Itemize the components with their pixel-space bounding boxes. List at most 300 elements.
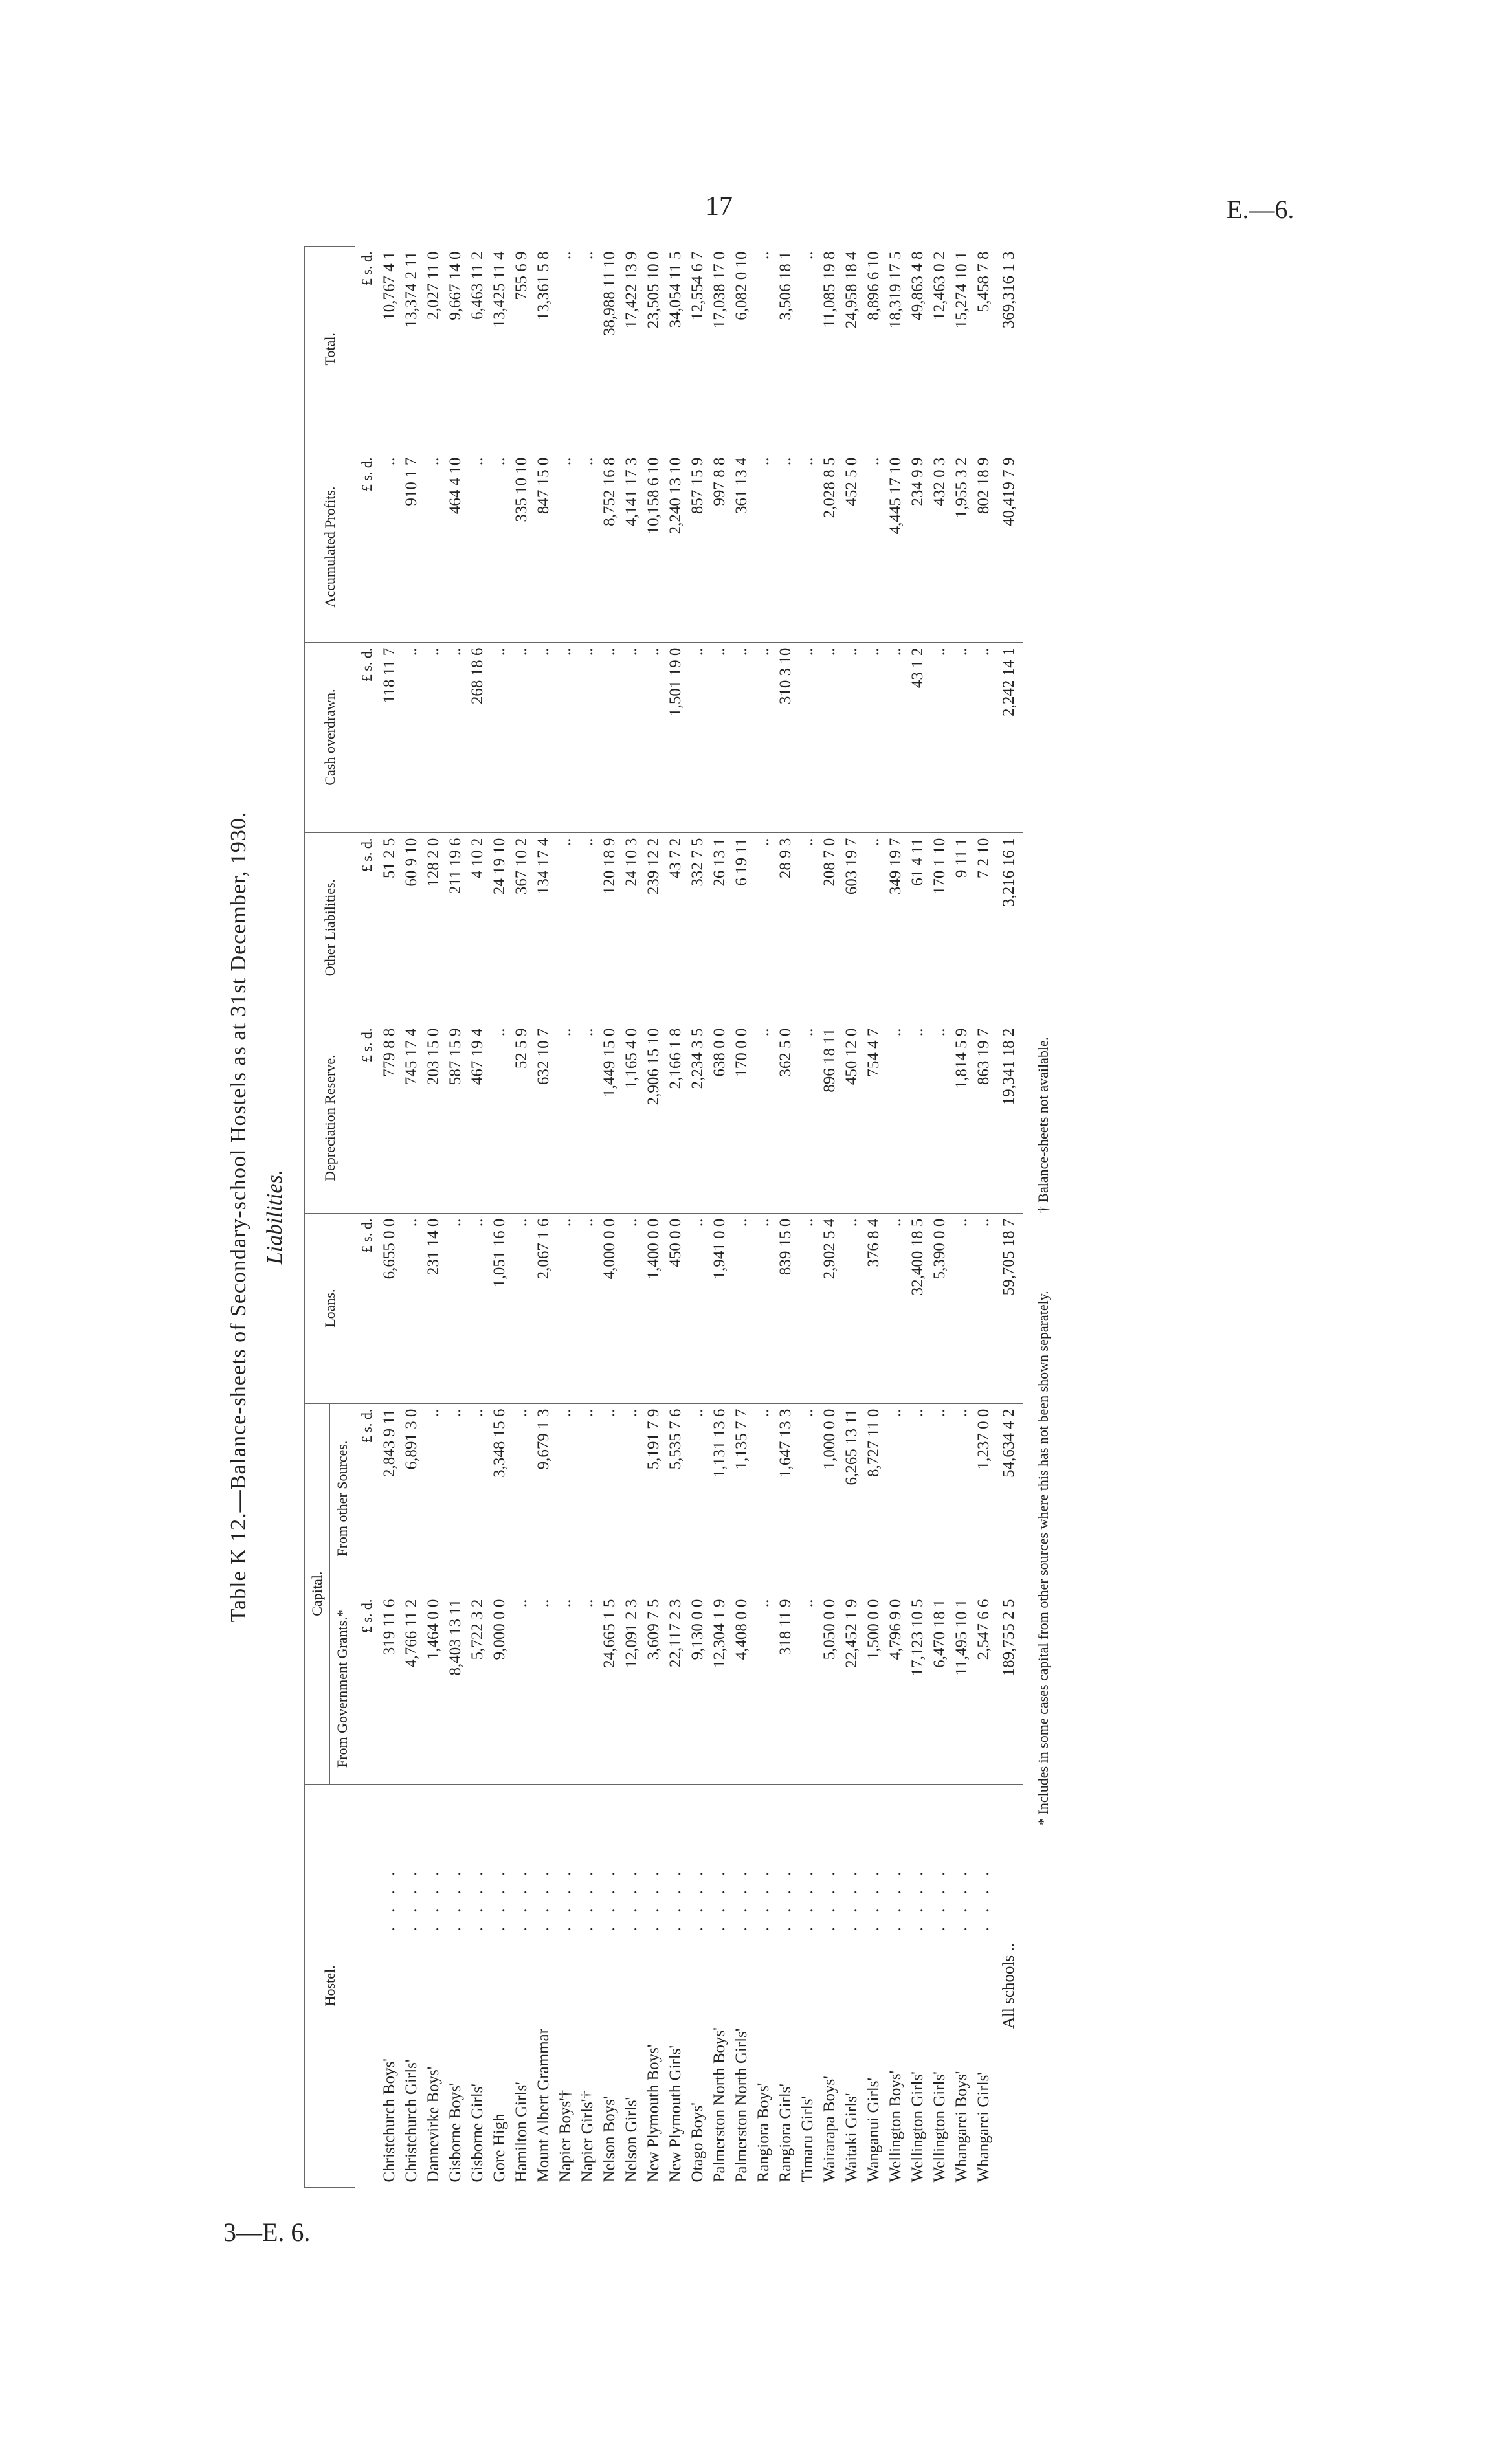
- cell-gov: 4,408 0 0: [731, 1594, 753, 1784]
- table-row: [533, 247, 555, 2188]
- cell-olia: 26 13 1: [709, 832, 731, 1023]
- cell-olia: 28 9 3: [775, 832, 797, 1023]
- table-row: [687, 247, 709, 2188]
- cell-dep: 754 4 7: [863, 1023, 885, 1213]
- cell-cash: ..: [511, 642, 533, 832]
- cell-other: ..: [577, 1403, 599, 1594]
- cell-dep: ..: [885, 1023, 907, 1213]
- table-row: [907, 247, 929, 2188]
- hostel-name: Mount Albert Grammar: [535, 2029, 552, 2183]
- leader-dots: . . . .: [931, 1866, 948, 1931]
- cell-total: 13,374 2 11: [401, 247, 423, 452]
- cell-cash: ..: [643, 642, 665, 832]
- cell-other: 1,237 0 0: [973, 1403, 995, 1594]
- hostel-name: Wairarapa Boys': [821, 2076, 838, 2183]
- cell-gov: 4,766 11 2: [401, 1594, 423, 1784]
- table-row: [423, 247, 445, 2188]
- leader-dots: . . . .: [645, 1866, 662, 1931]
- cell-acc: ..: [555, 452, 577, 642]
- hostel-name: Wellington Girls': [931, 2071, 948, 2183]
- hostel-name: New Plymouth Boys': [645, 2044, 662, 2183]
- cell-loans: ..: [555, 1213, 577, 1403]
- cell-total: ..: [577, 247, 599, 452]
- cell-dep: ..: [577, 1023, 599, 1213]
- leader-dots: . . . .: [579, 1866, 596, 1931]
- unit-label: £ s. d.: [355, 247, 379, 452]
- cell-olia: 134 17 4: [533, 832, 555, 1023]
- cell-dep: 638 0 0: [709, 1023, 731, 1213]
- cell-olia: 603 19 7: [841, 832, 863, 1023]
- header-loans: Loans.: [305, 1213, 355, 1403]
- cell-olia: 61 4 11: [907, 832, 929, 1023]
- table-row: [753, 247, 775, 2188]
- header-gov-grants: From Government Grants.*: [330, 1594, 355, 1784]
- total-gov: 189,755 2 5: [995, 1594, 1023, 1784]
- cell-gov: 24,665 1 5: [599, 1594, 621, 1784]
- cell-total: 6,463 11 2: [467, 247, 489, 452]
- cell-other: ..: [753, 1403, 775, 1594]
- cell-dep: 467 19 4: [467, 1023, 489, 1213]
- cell-dep: 779 8 8: [379, 1023, 401, 1213]
- hostel-name: Whangarei Girls': [975, 2072, 992, 2183]
- leader-dots: . . . .: [623, 1866, 640, 1931]
- table-row: [951, 247, 973, 2188]
- hostel-name: Nelson Boys': [601, 2096, 618, 2183]
- cell-olia: ..: [797, 832, 819, 1023]
- cell-dep: ..: [929, 1023, 951, 1213]
- footnote-capital: * Includes in some cases capital from other sources where this has not been shown separately.: [1035, 1291, 1051, 1825]
- header-depreciation: Depreciation Reserve.: [305, 1023, 355, 1213]
- cell-cash: ..: [687, 642, 709, 832]
- cell-olia: ..: [753, 832, 775, 1023]
- cell-other: 8,727 11 0: [863, 1403, 885, 1594]
- cell-loans: ..: [753, 1213, 775, 1403]
- cell-gov: 9,130 0 0: [687, 1594, 709, 1784]
- table-row: [885, 247, 907, 2188]
- cell-cash: ..: [533, 642, 555, 832]
- cell-gov: 5,050 0 0: [819, 1594, 841, 1784]
- leader-dots: . . . .: [865, 1866, 882, 1931]
- unit-label: £ s. d.: [355, 642, 379, 832]
- hostel-name: Timaru Girls': [799, 2096, 816, 2183]
- cell-loans: 32,400 18 5: [907, 1213, 929, 1403]
- cell-dep: ..: [797, 1023, 819, 1213]
- cell-other: ..: [511, 1403, 533, 1594]
- hostel-name: Gisborne Girls': [469, 2084, 486, 2183]
- cell-total: 24,958 18 4: [841, 247, 863, 452]
- cell-other: 1,135 7 7: [731, 1403, 753, 1594]
- leader-dots: . . . .: [425, 1866, 442, 1931]
- leader-dots: . . . .: [447, 1866, 464, 1931]
- leader-dots: . . . .: [381, 1866, 398, 1931]
- footnote-not-available: † Balance-sheets not available.: [1035, 1036, 1051, 1214]
- cell-acc: 361 13 4: [731, 452, 753, 642]
- table-row: [863, 247, 885, 2188]
- cell-other: 6,891 3 0: [401, 1403, 423, 1594]
- cell-acc: 4,141 17 3: [621, 452, 643, 642]
- cell-gov: 22,117 2 3: [665, 1594, 687, 1784]
- cell-gov: ..: [555, 1594, 577, 1784]
- cell-cash: ..: [577, 642, 599, 832]
- cell-olia: ..: [863, 832, 885, 1023]
- leader-dots: . . . .: [821, 1866, 838, 1931]
- cell-gov: 12,091 2 3: [621, 1594, 643, 1784]
- table-row: [621, 247, 643, 2188]
- cell-dep: 632 10 7: [533, 1023, 555, 1213]
- table-row: [401, 247, 423, 2188]
- cell-loans: ..: [621, 1213, 643, 1403]
- cell-acc: 802 18 9: [973, 452, 995, 642]
- cell-dep: 2,234 3 5: [687, 1023, 709, 1213]
- cell-other: 1,000 0 0: [819, 1403, 841, 1594]
- hostel-name: Gisborne Boys': [447, 2082, 464, 2183]
- leader-dots: . . . .: [777, 1866, 794, 1931]
- cell-gov: 319 11 6: [379, 1594, 401, 1784]
- hostel-name: Wellington Girls': [909, 2071, 926, 2183]
- cell-gov: 2,547 6 6: [973, 1594, 995, 1784]
- hostel-name: Napier Boys'†: [557, 2089, 574, 2183]
- hostel-name: Gore High: [491, 2113, 508, 2183]
- cell-dep: ..: [489, 1023, 511, 1213]
- unit-label: £ s. d.: [355, 1023, 379, 1213]
- cell-total: 49,863 4 8: [907, 247, 929, 452]
- cell-total: 2,027 11 0: [423, 247, 445, 452]
- cell-loans: ..: [885, 1213, 907, 1403]
- cell-acc: ..: [797, 452, 819, 642]
- cell-dep: 745 17 4: [401, 1023, 423, 1213]
- cell-olia: 367 10 2: [511, 832, 533, 1023]
- cell-dep: 587 15 9: [445, 1023, 467, 1213]
- cell-other: ..: [797, 1403, 819, 1594]
- units-row: [355, 247, 379, 2188]
- cell-other: ..: [885, 1403, 907, 1594]
- cell-acc: 1,955 3 2: [951, 452, 973, 642]
- cell-gov: 318 11 9: [775, 1594, 797, 1784]
- cell-loans: 839 15 0: [775, 1213, 797, 1403]
- table-row: [599, 247, 621, 2188]
- page-ref-right: E.—6.: [1227, 195, 1295, 224]
- cell-dep: ..: [753, 1023, 775, 1213]
- cell-acc: ..: [863, 452, 885, 642]
- cell-olia: 7 2 10: [973, 832, 995, 1023]
- rotated-table-page: [220, 246, 1191, 2188]
- unit-label: £ s. d.: [355, 452, 379, 642]
- cell-cash: 118 11 7: [379, 642, 401, 832]
- leader-dots: . . . .: [469, 1866, 486, 1931]
- leader-dots: . . . .: [843, 1866, 860, 1931]
- cell-dep: 170 0 0: [731, 1023, 753, 1213]
- cell-cash: ..: [401, 642, 423, 832]
- cell-total: 5,458 7 8: [973, 247, 995, 452]
- cell-acc: 234 9 9: [907, 452, 929, 642]
- hostel-name: Christchurch Girls': [403, 2059, 420, 2183]
- page-ref-left: 3—E. 6.: [223, 2218, 311, 2247]
- cell-loans: ..: [797, 1213, 819, 1403]
- cell-other: ..: [445, 1403, 467, 1594]
- leader-dots: . . . .: [601, 1866, 618, 1931]
- table-row: [819, 247, 841, 2188]
- cell-acc: ..: [577, 452, 599, 642]
- cell-olia: 349 19 7: [885, 832, 907, 1023]
- cell-gov: ..: [511, 1594, 533, 1784]
- header-cash-overdrawn: Cash overdrawn.: [305, 642, 355, 832]
- cell-cash: ..: [819, 642, 841, 832]
- cell-other: 6,265 13 11: [841, 1403, 863, 1594]
- total-acc: 40,419 7 9: [995, 452, 1023, 642]
- cell-olia: 170 1 10: [929, 832, 951, 1023]
- cell-other: ..: [687, 1403, 709, 1594]
- leader-dots: . . . .: [535, 1866, 552, 1931]
- hostel-name: Hamilton Girls': [513, 2082, 530, 2183]
- cell-loans: 2,902 5 4: [819, 1213, 841, 1403]
- table-subtitle: Liabilities.: [263, 1169, 287, 1265]
- cell-loans: ..: [577, 1213, 599, 1403]
- cell-cash: ..: [885, 642, 907, 832]
- leader-dots: . . . .: [909, 1866, 926, 1931]
- leader-dots: . . . .: [513, 1866, 530, 1931]
- table-row: [665, 247, 687, 2188]
- cell-olia: ..: [555, 832, 577, 1023]
- cell-gov: 12,304 1 9: [709, 1594, 731, 1784]
- hostel-name: Rangiora Girls': [777, 2084, 794, 2183]
- leader-dots: . . . .: [711, 1866, 728, 1931]
- total-dep: 19,341 18 2: [995, 1023, 1023, 1213]
- cell-loans: ..: [687, 1213, 709, 1403]
- cell-total: 17,038 17 0: [709, 247, 731, 452]
- cell-dep: 1,814 5 9: [951, 1023, 973, 1213]
- leader-dots: . . . .: [491, 1866, 508, 1931]
- cell-total: 13,425 11 4: [489, 247, 511, 452]
- cell-acc: 997 8 8: [709, 452, 731, 642]
- leader-dots: . . . .: [755, 1866, 772, 1931]
- cell-dep: 863 19 7: [973, 1023, 995, 1213]
- cell-gov: 6,470 18 1: [929, 1594, 951, 1784]
- cell-other: ..: [929, 1403, 951, 1594]
- total-cash: 2,242 14 1: [995, 642, 1023, 832]
- total-loans: 59,705 18 7: [995, 1213, 1023, 1403]
- cell-acc: ..: [423, 452, 445, 642]
- cell-cash: ..: [929, 642, 951, 832]
- cell-total: ..: [555, 247, 577, 452]
- cell-cash: ..: [555, 642, 577, 832]
- cell-olia: 211 19 6: [445, 832, 467, 1023]
- cell-other: 5,191 7 9: [643, 1403, 665, 1594]
- cell-cash: ..: [753, 642, 775, 832]
- cell-cash: ..: [621, 642, 643, 832]
- cell-acc: 10,158 6 10: [643, 452, 665, 642]
- cell-acc: 4,445 17 10: [885, 452, 907, 642]
- total-total: 369,316 1 3: [995, 247, 1023, 452]
- header-capital: Capital.: [305, 1403, 330, 1784]
- header-other-sources: From other Sources.: [330, 1403, 355, 1594]
- cell-acc: 2,240 13 10: [665, 452, 687, 642]
- leader-dots: . . . .: [667, 1866, 684, 1931]
- cell-cash: ..: [445, 642, 467, 832]
- cell-acc: 452 5 0: [841, 452, 863, 642]
- cell-cash: ..: [951, 642, 973, 832]
- hostel-name: Palmerston North Girls': [733, 2028, 750, 2183]
- hostel-name: New Plymouth Girls': [667, 2045, 684, 2183]
- cell-total: 12,554 6 7: [687, 247, 709, 452]
- cell-total: 13,361 5 8: [533, 247, 555, 452]
- cell-loans: ..: [951, 1213, 973, 1403]
- cell-acc: 8,752 16 8: [599, 452, 621, 642]
- cell-other: ..: [907, 1403, 929, 1594]
- cell-olia: 60 9 10: [401, 832, 423, 1023]
- cell-cash: ..: [841, 642, 863, 832]
- cell-loans: 376 8 4: [863, 1213, 885, 1403]
- cell-other: 1,131 13 6: [709, 1403, 731, 1594]
- hostel-name: Whangarei Boys': [953, 2071, 970, 2183]
- cell-cash: 310 3 10: [775, 642, 797, 832]
- cell-olia: 51 2 5: [379, 832, 401, 1023]
- leader-dots: . . . .: [403, 1866, 420, 1931]
- cell-gov: ..: [797, 1594, 819, 1784]
- cell-loans: ..: [445, 1213, 467, 1403]
- cell-gov: 8,403 13 11: [445, 1594, 467, 1784]
- cell-loans: 1,400 0 0: [643, 1213, 665, 1403]
- cell-gov: 17,123 10 5: [907, 1594, 929, 1784]
- unit-label: £ s. d.: [355, 1213, 379, 1403]
- cell-loans: ..: [467, 1213, 489, 1403]
- cell-total: 6,082 0 10: [731, 247, 753, 452]
- cell-olia: 4 10 2: [467, 832, 489, 1023]
- cell-loans: 450 0 0: [665, 1213, 687, 1403]
- hostel-name: Wellington Boys': [887, 2070, 904, 2183]
- cell-loans: ..: [841, 1213, 863, 1403]
- leader-dots: . . . .: [887, 1866, 904, 1931]
- cell-cash: ..: [863, 642, 885, 832]
- cell-other: ..: [951, 1403, 973, 1594]
- cell-cash: ..: [731, 642, 753, 832]
- cell-olia: 6 19 11: [731, 832, 753, 1023]
- cell-dep: 2,166 1 8: [665, 1023, 687, 1213]
- cell-total: 12,463 0 2: [929, 247, 951, 452]
- cell-gov: 9,000 0 0: [489, 1594, 511, 1784]
- cell-cash: ..: [973, 642, 995, 832]
- hostel-name: Nelson Girls': [623, 2097, 640, 2183]
- table-row: [841, 247, 863, 2188]
- cell-other: ..: [467, 1403, 489, 1594]
- cell-other: 9,679 1 3: [533, 1403, 555, 1594]
- cell-loans: ..: [511, 1213, 533, 1403]
- table-row: [577, 247, 599, 2188]
- cell-gov: ..: [753, 1594, 775, 1784]
- unit-label: £ s. d.: [355, 1594, 379, 1784]
- hostel-name: Palmerston North Boys': [711, 2027, 728, 2183]
- leader-dots: . . . .: [799, 1866, 816, 1931]
- cell-olia: 24 19 10: [489, 832, 511, 1023]
- cell-acc: 432 0 3: [929, 452, 951, 642]
- total-other: 54,634 4 2: [995, 1403, 1023, 1594]
- cell-acc: 335 10 10: [511, 452, 533, 642]
- cell-loans: 1,941 0 0: [709, 1213, 731, 1403]
- cell-other: 5,535 7 6: [665, 1403, 687, 1594]
- table-row: [973, 247, 995, 2188]
- cell-cash: ..: [423, 642, 445, 832]
- cell-acc: ..: [753, 452, 775, 642]
- cell-total: 23,505 10 0: [643, 247, 665, 452]
- table-row: [445, 247, 467, 2188]
- cell-total: 10,767 4 1: [379, 247, 401, 452]
- table-row: [709, 247, 731, 2188]
- cell-dep: ..: [907, 1023, 929, 1213]
- cell-cash: ..: [709, 642, 731, 832]
- unit-label: £ s. d.: [355, 1403, 379, 1594]
- cell-olia: 239 12 2: [643, 832, 665, 1023]
- table-row: [511, 247, 533, 2188]
- cell-loans: 1,051 16 0: [489, 1213, 511, 1403]
- cell-loans: 231 14 0: [423, 1213, 445, 1403]
- cell-total: 11,085 19 8: [819, 247, 841, 452]
- balance-sheet-table: [304, 246, 1023, 2188]
- totals-row: [995, 247, 1023, 2188]
- cell-olia: 120 18 9: [599, 832, 621, 1023]
- cell-gov: ..: [577, 1594, 599, 1784]
- header-accumulated-profits: Accumulated Profits.: [305, 452, 355, 642]
- cell-cash: 268 18 6: [467, 642, 489, 832]
- cell-other: 2,843 9 11: [379, 1403, 401, 1594]
- cell-dep: 896 18 11: [819, 1023, 841, 1213]
- cell-acc: 464 4 10: [445, 452, 467, 642]
- cell-acc: ..: [467, 452, 489, 642]
- cell-olia: 332 7 5: [687, 832, 709, 1023]
- cell-cash: ..: [797, 642, 819, 832]
- cell-gov: 1,464 0 0: [423, 1594, 445, 1784]
- cell-cash: ..: [489, 642, 511, 832]
- cell-total: 38,988 11 10: [599, 247, 621, 452]
- table-row: [379, 247, 401, 2188]
- cell-total: 18,319 17 5: [885, 247, 907, 452]
- cell-loans: ..: [731, 1213, 753, 1403]
- cell-olia: 208 7 0: [819, 832, 841, 1023]
- cell-other: ..: [423, 1403, 445, 1594]
- cell-dep: 362 5 0: [775, 1023, 797, 1213]
- cell-total: 755 6 9: [511, 247, 533, 452]
- cell-other: ..: [621, 1403, 643, 1594]
- cell-loans: ..: [401, 1213, 423, 1403]
- cell-total: 8,896 6 10: [863, 247, 885, 452]
- leader-dots: . . . .: [953, 1866, 970, 1931]
- cell-loans: 5,390 0 0: [929, 1213, 951, 1403]
- table-row: [731, 247, 753, 2188]
- cell-acc: ..: [379, 452, 401, 642]
- hostel-name: Otago Boys': [689, 2102, 706, 2183]
- hostel-name: Dannevirke Boys': [425, 2066, 442, 2183]
- hostel-name: Napier Girls'†: [579, 2091, 596, 2183]
- leader-dots: . . . .: [733, 1866, 750, 1931]
- cell-dep: ..: [555, 1023, 577, 1213]
- footnotes: [1035, 246, 1052, 2188]
- cell-total: 15,274 10 1: [951, 247, 973, 452]
- cell-total: 9,667 14 0: [445, 247, 467, 452]
- cell-gov: 5,722 3 2: [467, 1594, 489, 1784]
- table-row: [797, 247, 819, 2188]
- cell-acc: 857 15 9: [687, 452, 709, 642]
- cell-dep: 1,449 15 0: [599, 1023, 621, 1213]
- cell-acc: ..: [489, 452, 511, 642]
- cell-total: 17,422 13 9: [621, 247, 643, 452]
- cell-olia: 24 10 3: [621, 832, 643, 1023]
- cell-acc: ..: [775, 452, 797, 642]
- cell-other: ..: [599, 1403, 621, 1594]
- unit-label: £ s. d.: [355, 832, 379, 1023]
- table-row: [775, 247, 797, 2188]
- cell-acc: 847 15 0: [533, 452, 555, 642]
- cell-gov: ..: [533, 1594, 555, 1784]
- cell-dep: 203 15 0: [423, 1023, 445, 1213]
- cell-dep: 1,165 4 0: [621, 1023, 643, 1213]
